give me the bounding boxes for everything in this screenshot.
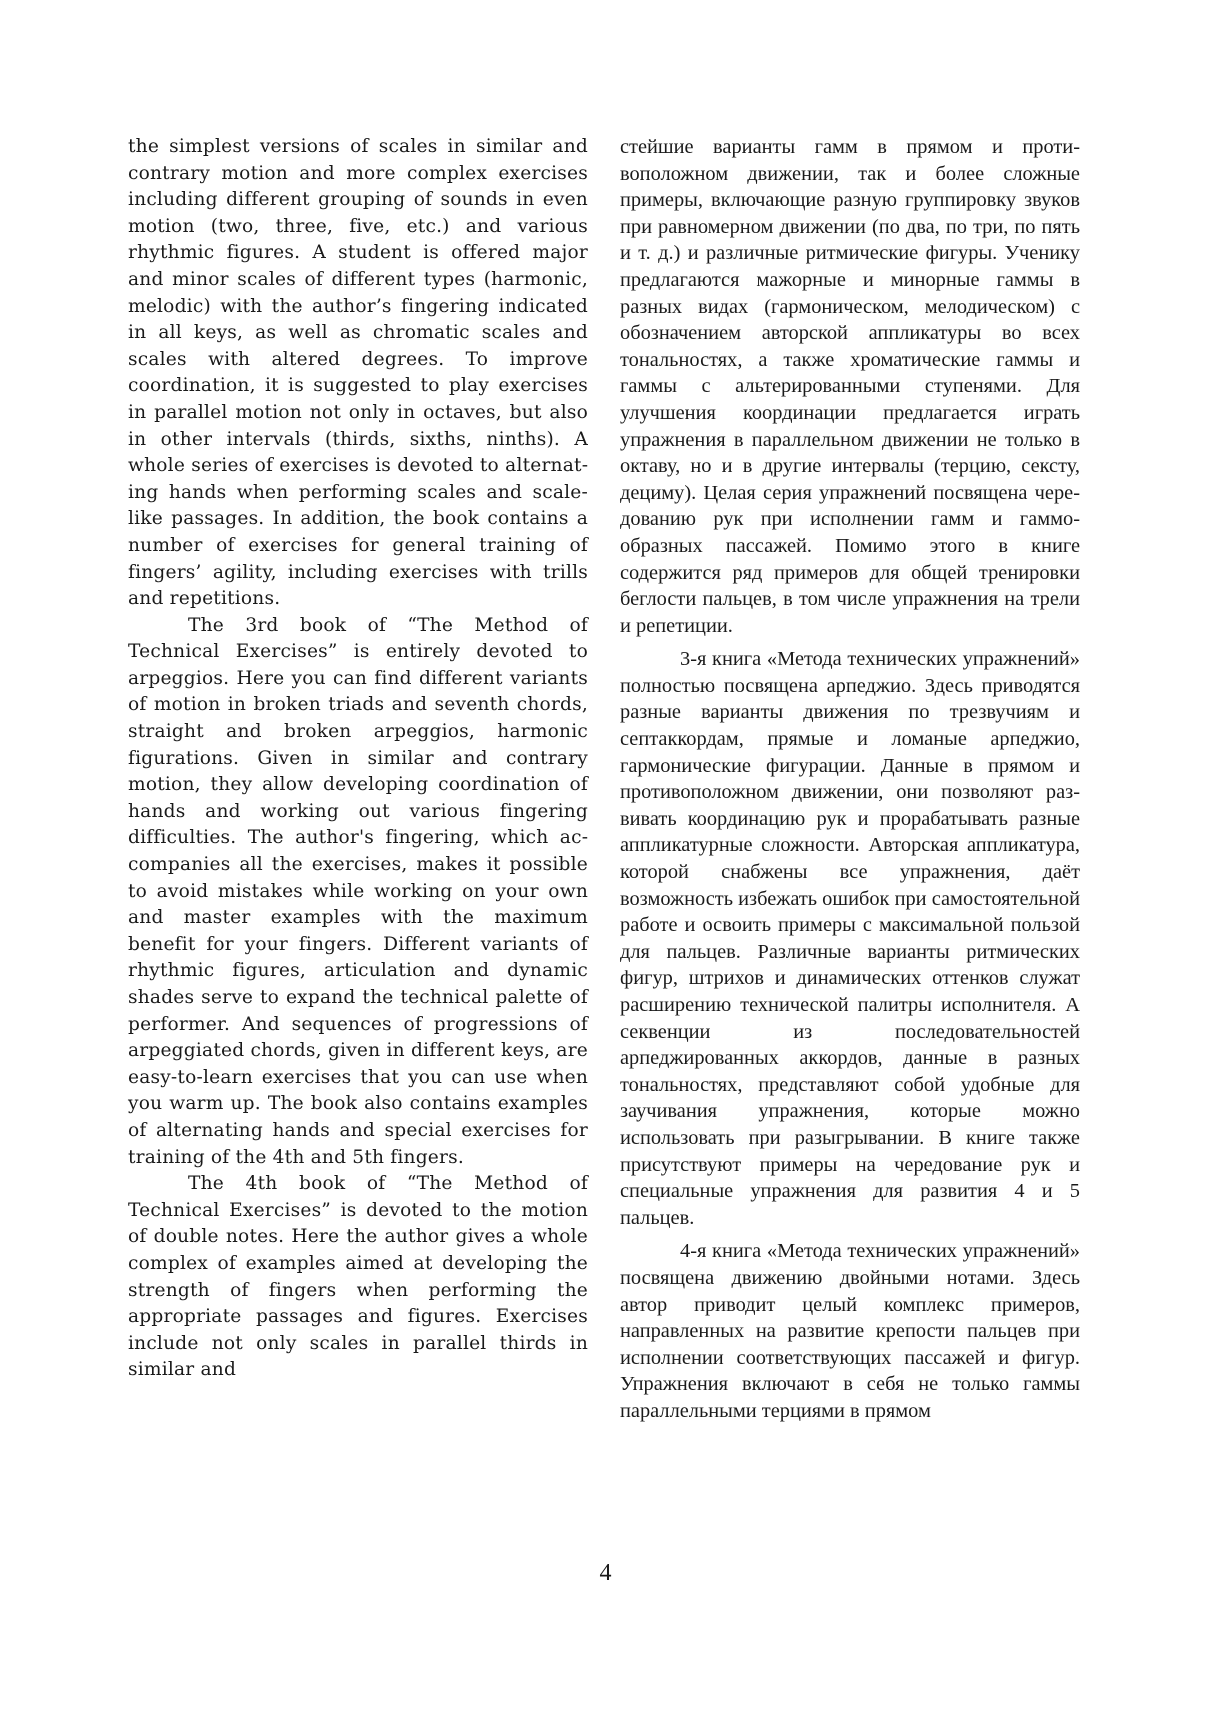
russian-column bbox=[620, 134, 1080, 1425]
english-paragraph-2: The 3rd book of “The Method of Technical Exercises” is entirely devoted to arpeggios. Here you can find different variants of motion in broken triads and seventh chords, straight and broken arpeggios, harmonic figurations. Given in similar and contrary motion, they allow developing coordination of hands and working out various fingering difficulties. The author's fingering, which accompanies all the exercises, makes it possible to avoid mistakes while working on your own and master examples with the maximum benefit for your fingers. Different variants of rhythmic figures, articulation and dynamic shades serve to expand the technical palette of performer. And sequences of progressions of arpeggiated chords, given in different keys, are easy-to-learn exercises that you can use when you warm up. The book also contains examples of alternating hands and special exercises for training of the 4th and 5th fingers. bbox=[128, 614, 588, 1168]
russian-paragraph-3: 4-я книга «Метода технических упражнений» посвящена движению двойными нотами. Здесь автор приводит целый комплекс примеров, направленных на развитие крепости пальцев при исполнении соответствующих пассажей и фигур. Упражнения включают в себя не только гаммы параллельными терциями в прямом bbox=[620, 1240, 1080, 1422]
english-column bbox=[128, 134, 588, 1384]
russian-paragraph-1: стейшие варианты гамм в прямом и противоположном движении, так и более сложные примеры, включающие разную группировку звуков при равномерном движении (по два, по три, по пять и т. д.) и различные ритмические фигуры. Ученику предлагаются мажорные и минорные гаммы в разных видах (гармоническом, мелодическом) с обозначением авторской аппликатуры во всех тональностях, а также хроматические гаммы и гаммы с альтерированными ступенями. Для улучшения координации предлагается играть упражнения в параллельном движении не только в октаву, но и в другие интервалы (терцию, сексту, дециму). Целая серия упражнений посвящена чередованию рук при исполнении гамм и гаммообразных пассажей. Помимо этого в книге содержится ряд примеров для общей тренировки беглости пальцев, в том числе упражнения на трели и репетиции. bbox=[620, 136, 1080, 637]
russian-paragraph-2: 3-я книга «Метода технических упражнений» полностью посвящена арпеджио. Здесь приводятся разные варианты движения по трезвучиям и септаккордам, прямые и ломаные арпеджио, гармонические фигурации. Данные в прямом и противоположном движении, они позволяют развивать координацию рук и прорабатывать разные аппликатурные сложности. Авторская аппликатура, которой снабжены все упражнения, даёт возможность избежать ошибок при самостоятельной работе и освоить примеры с максимальной пользой для пальцев. Различные варианты ритмических фигур, штрихов и динамических оттенков служат расширению технической палитры исполнителя. А секвенции из последовательностей арпеджированных аккордов, данные в разных тональностях, представляют собой удобные для заучивания упражнения, которые можно использовать при разыгрывании. В книге также присутствуют примеры на чередование рук и специальные упражнения для развития 4 и 5 пальцев. bbox=[620, 648, 1080, 1229]
page-number: 4 bbox=[599, 1560, 612, 1586]
english-paragraph-1: the simplest versions of scales in similar and contrary motion and more complex exercises including different grouping of sounds in even motion (two, three, five, etc.) and various rhythmic figures. A student is offered major and minor scales of different types (harmonic, melodic) with the author’s fingering indicated in all keys, as well as chromatic scales and scales with altered degrees. To improve coordination, it is suggested to play exercises in parallel motion not only in octaves, but also in other intervals (thirds, sixths, ninths). A whole series of exercises is devoted to alternating hands when performing scales and scale-like passages. In addition, the book contains a number of exercises for general training of fingers’ agility, including exercises with trills and repetitions. bbox=[128, 136, 588, 610]
english-paragraph-3: The 4th book of “The Method of Technical Exercises” is devoted to the motion of double notes. Here the author gives a whole complex of examples aimed at developing the strength of fingers when performing the appropriate passages and figures. Exercises include not only scales in parallel thirds in similar and bbox=[128, 1173, 588, 1381]
